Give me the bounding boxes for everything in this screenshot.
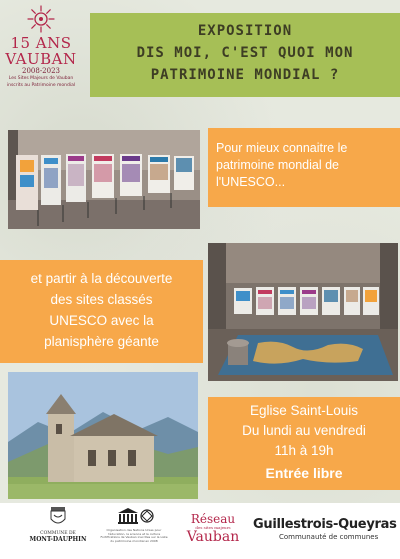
unesco-caption: Organisation des Nations Unies pour l'éducation, la science et la culture [106,528,162,536]
title-line-1: EXPOSITION [197,23,293,39]
event-entry: Entrée libre [265,465,343,481]
title-line-3: PATRIMOINE MONDIAL ? [150,67,340,83]
reseau-vauban-logo [182,513,244,544]
intro-line-2: patrimoine mondial de [216,158,339,172]
logo-title-1: 15 ANS [10,34,72,52]
unesco-logo [100,507,168,543]
vauban-heritage-caption: Fortifications de Vauban inscrites sur la Liste du patrimoine mondial en 2008 [100,535,168,543]
logo-subtitle-1: Les Sites Majeurs de Vauban [8,76,74,81]
mont-dauphin-logo [28,507,88,543]
event-details [208,401,400,483]
logo-subtitle-2: inscrits au Patrimoine mondial [6,82,76,88]
discovery-line-4: planisphère géante [44,334,159,349]
intro-text-box [208,128,400,207]
church-exterior-photo [8,372,198,499]
guillestrois-queyras-logo [253,517,400,541]
gq-subtitle: Communauté de communes [279,533,379,541]
vauban-emblem-icon [26,4,56,34]
reseau-label: Réseau [190,512,236,526]
discovery-text-box [0,260,203,363]
reseau-sub-label: des sites majeurs [195,525,231,530]
logo-title-2: VAUBAN [5,50,77,68]
title-panel [90,13,400,97]
vauban-label: Vauban [186,529,240,545]
intro-line-3: l'UNESCO... [216,175,286,189]
church-interior-map-photo [208,243,398,381]
event-days: Du lundi au vendredi [242,423,366,438]
discovery-line-2: des sites classés [50,292,153,307]
intro-text [216,140,394,191]
event-info-box [208,397,400,490]
discovery-line-3: UNESCO avec la [49,313,154,328]
mont-dauphin-label-2: MONT-DAUPHIN [29,536,87,543]
discovery-text [0,268,203,352]
title-line-2: DIS MOI, C'EST QUOI MON [136,45,354,61]
logo-years: 2008-2023 [22,67,60,75]
discovery-line-1: et partir à la découverte [30,271,173,286]
mont-dauphin-label-1: COMMUNE DE [40,531,76,536]
anniversary-logo [0,4,82,88]
partner-logos-footer [0,503,400,559]
exhibition-title [90,20,400,86]
unesco-temple-icon [114,507,154,525]
event-hours: 11h à 19h [274,443,334,458]
intro-line-1: Pour mieux connaitre le [216,141,348,155]
exhibition-panels-photo [8,130,200,229]
coat-of-arms-icon [49,507,67,527]
gq-name: Guillestrois-Queyras [253,517,397,532]
event-place: Eglise Saint-Louis [249,403,359,418]
